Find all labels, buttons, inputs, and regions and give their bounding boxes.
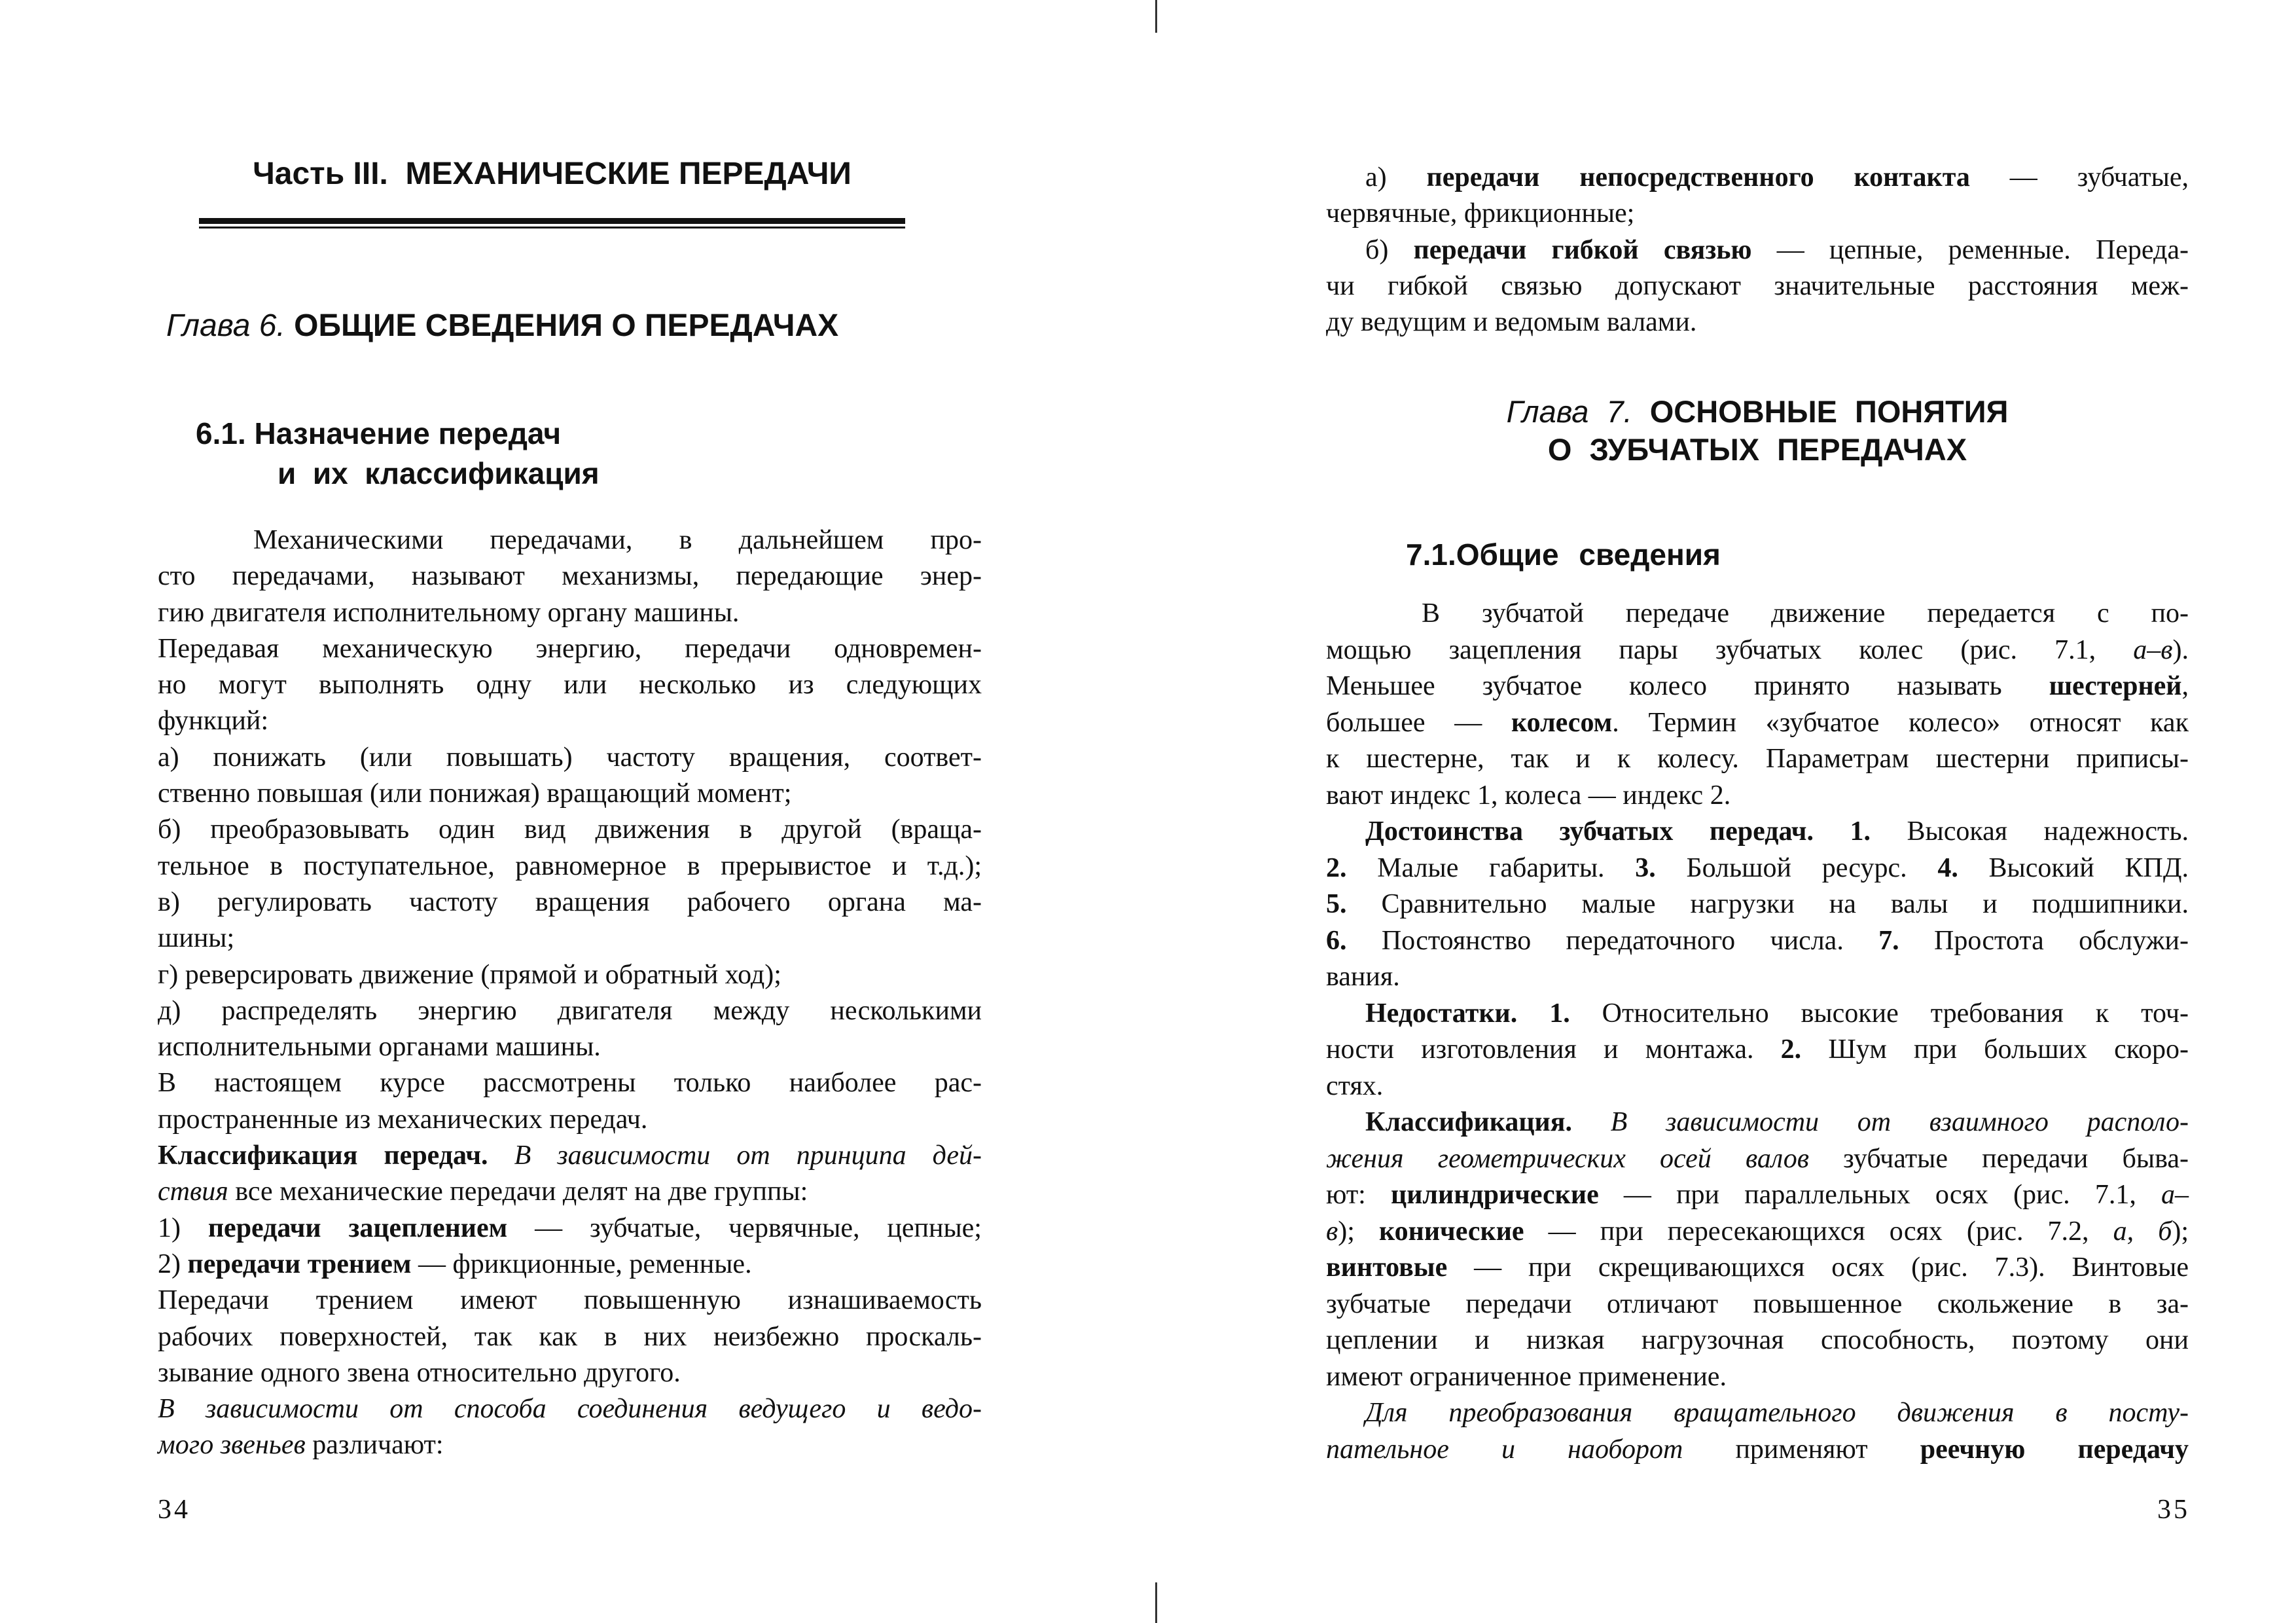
text-line bbox=[1326, 778, 2189, 814]
bold-term: Недостатки. 1. bbox=[1365, 998, 1570, 1029]
italic-text: ствия bbox=[158, 1176, 228, 1207]
bold-term: 7. bbox=[1878, 925, 1899, 956]
italic-text: пательное и наоборот bbox=[1326, 1434, 1683, 1465]
text-run: — при параллельных осях (рис. 7.1, bbox=[1598, 1180, 2161, 1210]
title-rule-thick bbox=[199, 218, 905, 224]
bold-term: 3. bbox=[1635, 852, 1656, 883]
left-body-text bbox=[158, 522, 982, 1464]
text-line bbox=[158, 993, 982, 1029]
text-run: пространенные из механических передач. bbox=[158, 1104, 648, 1135]
text-run: — при скрещивающихся осях (рис. 7.3). Винтовые bbox=[1447, 1252, 2189, 1283]
text-line bbox=[158, 1174, 982, 1210]
text-line bbox=[158, 1247, 982, 1283]
text-line bbox=[1326, 1104, 2189, 1141]
text-run: Высокий КПД. bbox=[1958, 852, 2189, 883]
text-line bbox=[1326, 959, 2189, 996]
text-line bbox=[1326, 814, 2189, 850]
text-line bbox=[1326, 1432, 2189, 1468]
chapter-title-line: ОСНОВНЫЕ ПОНЯТИЯ bbox=[1649, 394, 2009, 429]
text-run: б) преобразовывать один вид движения в другой (враща- bbox=[158, 814, 982, 845]
text-run: чи гибкой связью допускают значительные расстояния меж- bbox=[1326, 270, 2189, 301]
text-run: цеплении и низкая нагрузочная способность, поэтому они bbox=[1326, 1325, 2189, 1355]
text-run: Постоянство передаточного числа. bbox=[1346, 925, 1879, 956]
text-line bbox=[158, 957, 982, 993]
right-body-text bbox=[1326, 596, 2189, 1468]
text-line bbox=[1326, 196, 2189, 232]
text-run: Большой ресурс. bbox=[1655, 852, 1938, 883]
text-line bbox=[158, 558, 982, 594]
text-run: Простота обслужи- bbox=[1899, 925, 2189, 956]
text-line bbox=[1326, 741, 2189, 778]
text-line bbox=[1326, 923, 2189, 960]
italic-text: В зависимости от способа соединения ведущего и ведо- bbox=[158, 1394, 982, 1425]
bold-term: 2. bbox=[1780, 1034, 1802, 1065]
section-7-1-heading: 7.1.Общие сведения bbox=[1406, 538, 1721, 572]
right-top-text bbox=[1326, 160, 2189, 340]
text-run: 1) bbox=[158, 1213, 208, 1243]
text-run: зубчатые передачи отличают повышенное скольжение в за- bbox=[1326, 1288, 2189, 1319]
page-number: 35 bbox=[2157, 1495, 2190, 1525]
text-run: шины; bbox=[158, 923, 235, 954]
text-line bbox=[1326, 1068, 2189, 1105]
text-run: — зубчатые, bbox=[1969, 162, 2189, 192]
section-title-line: 6.1. Назначение передач bbox=[196, 416, 562, 450]
text-run: вают индекс 1, колеса — индекс 2. bbox=[1326, 780, 1731, 811]
bold-term: Классификация передач. bbox=[158, 1140, 488, 1171]
text-run: Относительно высокие требования к точ- bbox=[1570, 998, 2189, 1029]
text-run: Передавая механическую энергию, передачи одновремен- bbox=[158, 633, 982, 664]
bold-term: передачи зацеплением bbox=[207, 1213, 508, 1243]
bold-term: 2. bbox=[1326, 852, 1347, 883]
text-run: а) bbox=[1365, 162, 1427, 192]
section-title-line: и их классификация bbox=[278, 456, 600, 490]
text-run: б) bbox=[1365, 234, 1414, 265]
text-run: применяют bbox=[1683, 1434, 1920, 1465]
text-run: а) понижать (или повышать) частоту вращения, соответ- bbox=[158, 742, 982, 773]
text-run: все механические передачи делят на две группы: bbox=[228, 1176, 808, 1207]
text-run: рабочих поверхностей, так как в них неизбежно проскаль- bbox=[158, 1321, 982, 1352]
text-run: гию двигателя исполнительному органу машины. bbox=[158, 597, 740, 628]
text-run: 2) bbox=[158, 1249, 188, 1279]
title-rule-thin bbox=[199, 227, 905, 228]
text-run: Малые габариты. bbox=[1346, 852, 1636, 883]
text-run: Меньшее зубчатое колесо принято называть bbox=[1326, 671, 2049, 701]
text-line bbox=[1326, 268, 2189, 304]
section-6-1-heading bbox=[196, 414, 600, 494]
page-number: 34 bbox=[158, 1495, 190, 1525]
bold-term: винтовые bbox=[1326, 1252, 1448, 1283]
chapter-label: Глава 6. bbox=[166, 308, 285, 343]
text-run: Механическими передачами, в дальнейшем про- bbox=[253, 525, 982, 555]
text-line bbox=[158, 1391, 982, 1427]
bold-term: Достоинства зубчатых передач. 1. bbox=[1365, 816, 1871, 847]
text-run: функций: bbox=[158, 706, 269, 737]
text-run: ственно повышая (или понижая) вращающий момент; bbox=[158, 778, 792, 809]
italic-text: жения геометрических осей валов bbox=[1326, 1143, 1809, 1174]
text-run: ности изготовления и монтажа. bbox=[1326, 1034, 1781, 1065]
text-line bbox=[158, 1319, 982, 1355]
italic-text: В зависимости от взаимного располо- bbox=[1571, 1107, 2189, 1137]
text-run: зубчатые передачи быва- bbox=[1808, 1143, 2189, 1174]
text-line bbox=[158, 884, 982, 921]
text-line bbox=[158, 1065, 982, 1101]
chapter-title-line: О ЗУБЧАТЫХ ПЕРЕДАЧАХ bbox=[1547, 432, 1967, 467]
text-line bbox=[158, 631, 982, 667]
text-line bbox=[1326, 632, 2189, 669]
text-run: в) регулировать частоту вращения рабочего органа ма- bbox=[158, 886, 982, 917]
italic-text: в bbox=[1326, 1216, 1338, 1247]
text-run: имеют ограниченное применение. bbox=[1326, 1361, 1727, 1392]
spine-mark-top bbox=[1155, 0, 1157, 33]
chapter-7-heading bbox=[1326, 393, 2189, 469]
bold-term: реечную передачу bbox=[1920, 1434, 2189, 1465]
text-line bbox=[1326, 1141, 2189, 1178]
chapter-6-heading bbox=[166, 308, 838, 344]
text-run: д) распределять энергию двигателя между несколькими bbox=[158, 995, 982, 1026]
text-line bbox=[1326, 1322, 2189, 1359]
text-line bbox=[158, 1102, 982, 1138]
text-line bbox=[158, 921, 982, 957]
text-line bbox=[1326, 232, 2189, 268]
text-line bbox=[1326, 1359, 2189, 1396]
text-run: исполнительными органами машины. bbox=[158, 1032, 601, 1063]
text-line bbox=[158, 1138, 982, 1174]
text-run: различают: bbox=[305, 1430, 444, 1461]
text-line bbox=[158, 703, 982, 739]
text-run: сто передачами, называют механизмы, передающие энер- bbox=[158, 561, 982, 592]
text-line bbox=[1326, 996, 2189, 1032]
text-line bbox=[158, 1283, 982, 1319]
italic-text: а–в bbox=[2133, 634, 2173, 665]
text-line bbox=[158, 848, 982, 884]
text-line bbox=[1326, 1032, 2189, 1068]
chapter-title: ОБЩИЕ СВЕДЕНИЯ О ПЕРЕДАЧАХ bbox=[294, 308, 839, 343]
italic-text: Для преобразования вращательного движения в посту- bbox=[1365, 1398, 2189, 1428]
text-line bbox=[158, 595, 982, 631]
text-run: ); bbox=[2172, 1216, 2189, 1247]
text-run: зывание одного звена относительно другого. bbox=[158, 1357, 681, 1388]
text-run: — зубчатые, червячные, цепные; bbox=[507, 1213, 982, 1243]
text-run: В зубчатой передаче движение передается с по- bbox=[1422, 598, 2189, 629]
text-run: к шестерне, так и к колесу. Параметрам шестерни приписы- bbox=[1326, 744, 2189, 774]
text-run: червячные, фрикционные; bbox=[1326, 198, 1635, 229]
text-run: г) реверсировать движение (прямой и обратный ход); bbox=[158, 959, 781, 990]
bold-term: 4. bbox=[1937, 852, 1958, 883]
text-run: но могут выполнять одну или несколько из следующих bbox=[158, 670, 982, 701]
chapter-label: Глава 7. bbox=[1506, 394, 1632, 429]
text-run: ют: bbox=[1326, 1180, 1391, 1210]
text-run: ); bbox=[1338, 1216, 1379, 1247]
bold-term: передачи непосредственного контакта bbox=[1426, 162, 1970, 192]
text-line bbox=[1326, 886, 2189, 923]
text-line bbox=[158, 1355, 982, 1391]
bold-term: передачи гибкой связью bbox=[1413, 234, 1752, 265]
italic-text: а– bbox=[2161, 1180, 2189, 1210]
text-run: мощью зацепления пары зубчатых колес (рис. 7.1, bbox=[1326, 634, 2134, 665]
text-line bbox=[1326, 668, 2189, 705]
text-line bbox=[1326, 304, 2189, 340]
text-run: — при пересекающихся осях (рис. 7.2, bbox=[1524, 1216, 2113, 1247]
bold-term: конические bbox=[1378, 1216, 1524, 1247]
bold-term: 6. bbox=[1326, 925, 1347, 956]
text-line bbox=[158, 1427, 982, 1463]
text-run: Передачи трением имеют повышенную изнашиваемость bbox=[158, 1285, 982, 1316]
text-run: тельное в поступательное, равномерное в прерывистое и т.д.); bbox=[158, 850, 982, 881]
bold-term: передачи трением bbox=[187, 1249, 412, 1279]
bold-term: шестерней bbox=[2049, 671, 2182, 701]
text-run: — цепные, ременные. Переда- bbox=[1751, 234, 2189, 265]
text-run: стях. bbox=[1326, 1070, 1384, 1101]
text-run: В настоящем курсе рассмотрены только наиболее рас- bbox=[158, 1068, 982, 1099]
text-line bbox=[158, 1211, 982, 1247]
text-run: ду ведущим и ведомым валами. bbox=[1326, 307, 1697, 338]
text-run: — фрикционные, ременные. bbox=[411, 1249, 752, 1279]
text-line bbox=[1326, 1395, 2189, 1432]
text-line bbox=[1326, 596, 2189, 632]
italic-text: В зависимости от принципа дей- bbox=[488, 1140, 982, 1171]
text-line bbox=[1326, 1250, 2189, 1286]
text-run: Сравнительно малые нагрузки на валы и подшипники. bbox=[1346, 889, 2189, 919]
text-run: Высокая надежность. bbox=[1870, 816, 2189, 847]
text-run: большее — bbox=[1326, 707, 1511, 738]
text-run: , bbox=[2181, 671, 2189, 701]
text-run: . Термин «зубчатое колесо» относят как bbox=[1612, 707, 2189, 738]
part-title: Часть III. МЕХАНИЧЕСКИЕ ПЕРЕДАЧИ bbox=[253, 156, 852, 191]
bold-term: цилиндрические bbox=[1391, 1180, 1599, 1210]
text-run: вания. bbox=[1326, 962, 1400, 992]
text-line bbox=[1326, 1286, 2189, 1323]
text-line bbox=[158, 667, 982, 703]
text-line bbox=[1326, 850, 2189, 887]
text-line bbox=[158, 812, 982, 848]
italic-text: а, б bbox=[2113, 1216, 2172, 1247]
text-line bbox=[158, 522, 982, 558]
bold-term: 5. bbox=[1326, 889, 1347, 919]
text-line bbox=[158, 740, 982, 776]
text-run: ). bbox=[2172, 634, 2189, 665]
bold-term: Классификация. bbox=[1365, 1107, 1572, 1137]
text-line bbox=[1326, 1177, 2189, 1214]
bold-term: колесом bbox=[1511, 707, 1613, 738]
text-line bbox=[1326, 160, 2189, 196]
text-run: Шум при больших скоро- bbox=[1801, 1034, 2189, 1065]
spine-mark-bottom bbox=[1155, 1582, 1157, 1623]
text-line bbox=[158, 776, 982, 812]
text-line bbox=[158, 1029, 982, 1065]
text-line bbox=[1326, 705, 2189, 742]
text-line bbox=[1326, 1214, 2189, 1250]
italic-text: мого звеньев bbox=[158, 1430, 306, 1461]
